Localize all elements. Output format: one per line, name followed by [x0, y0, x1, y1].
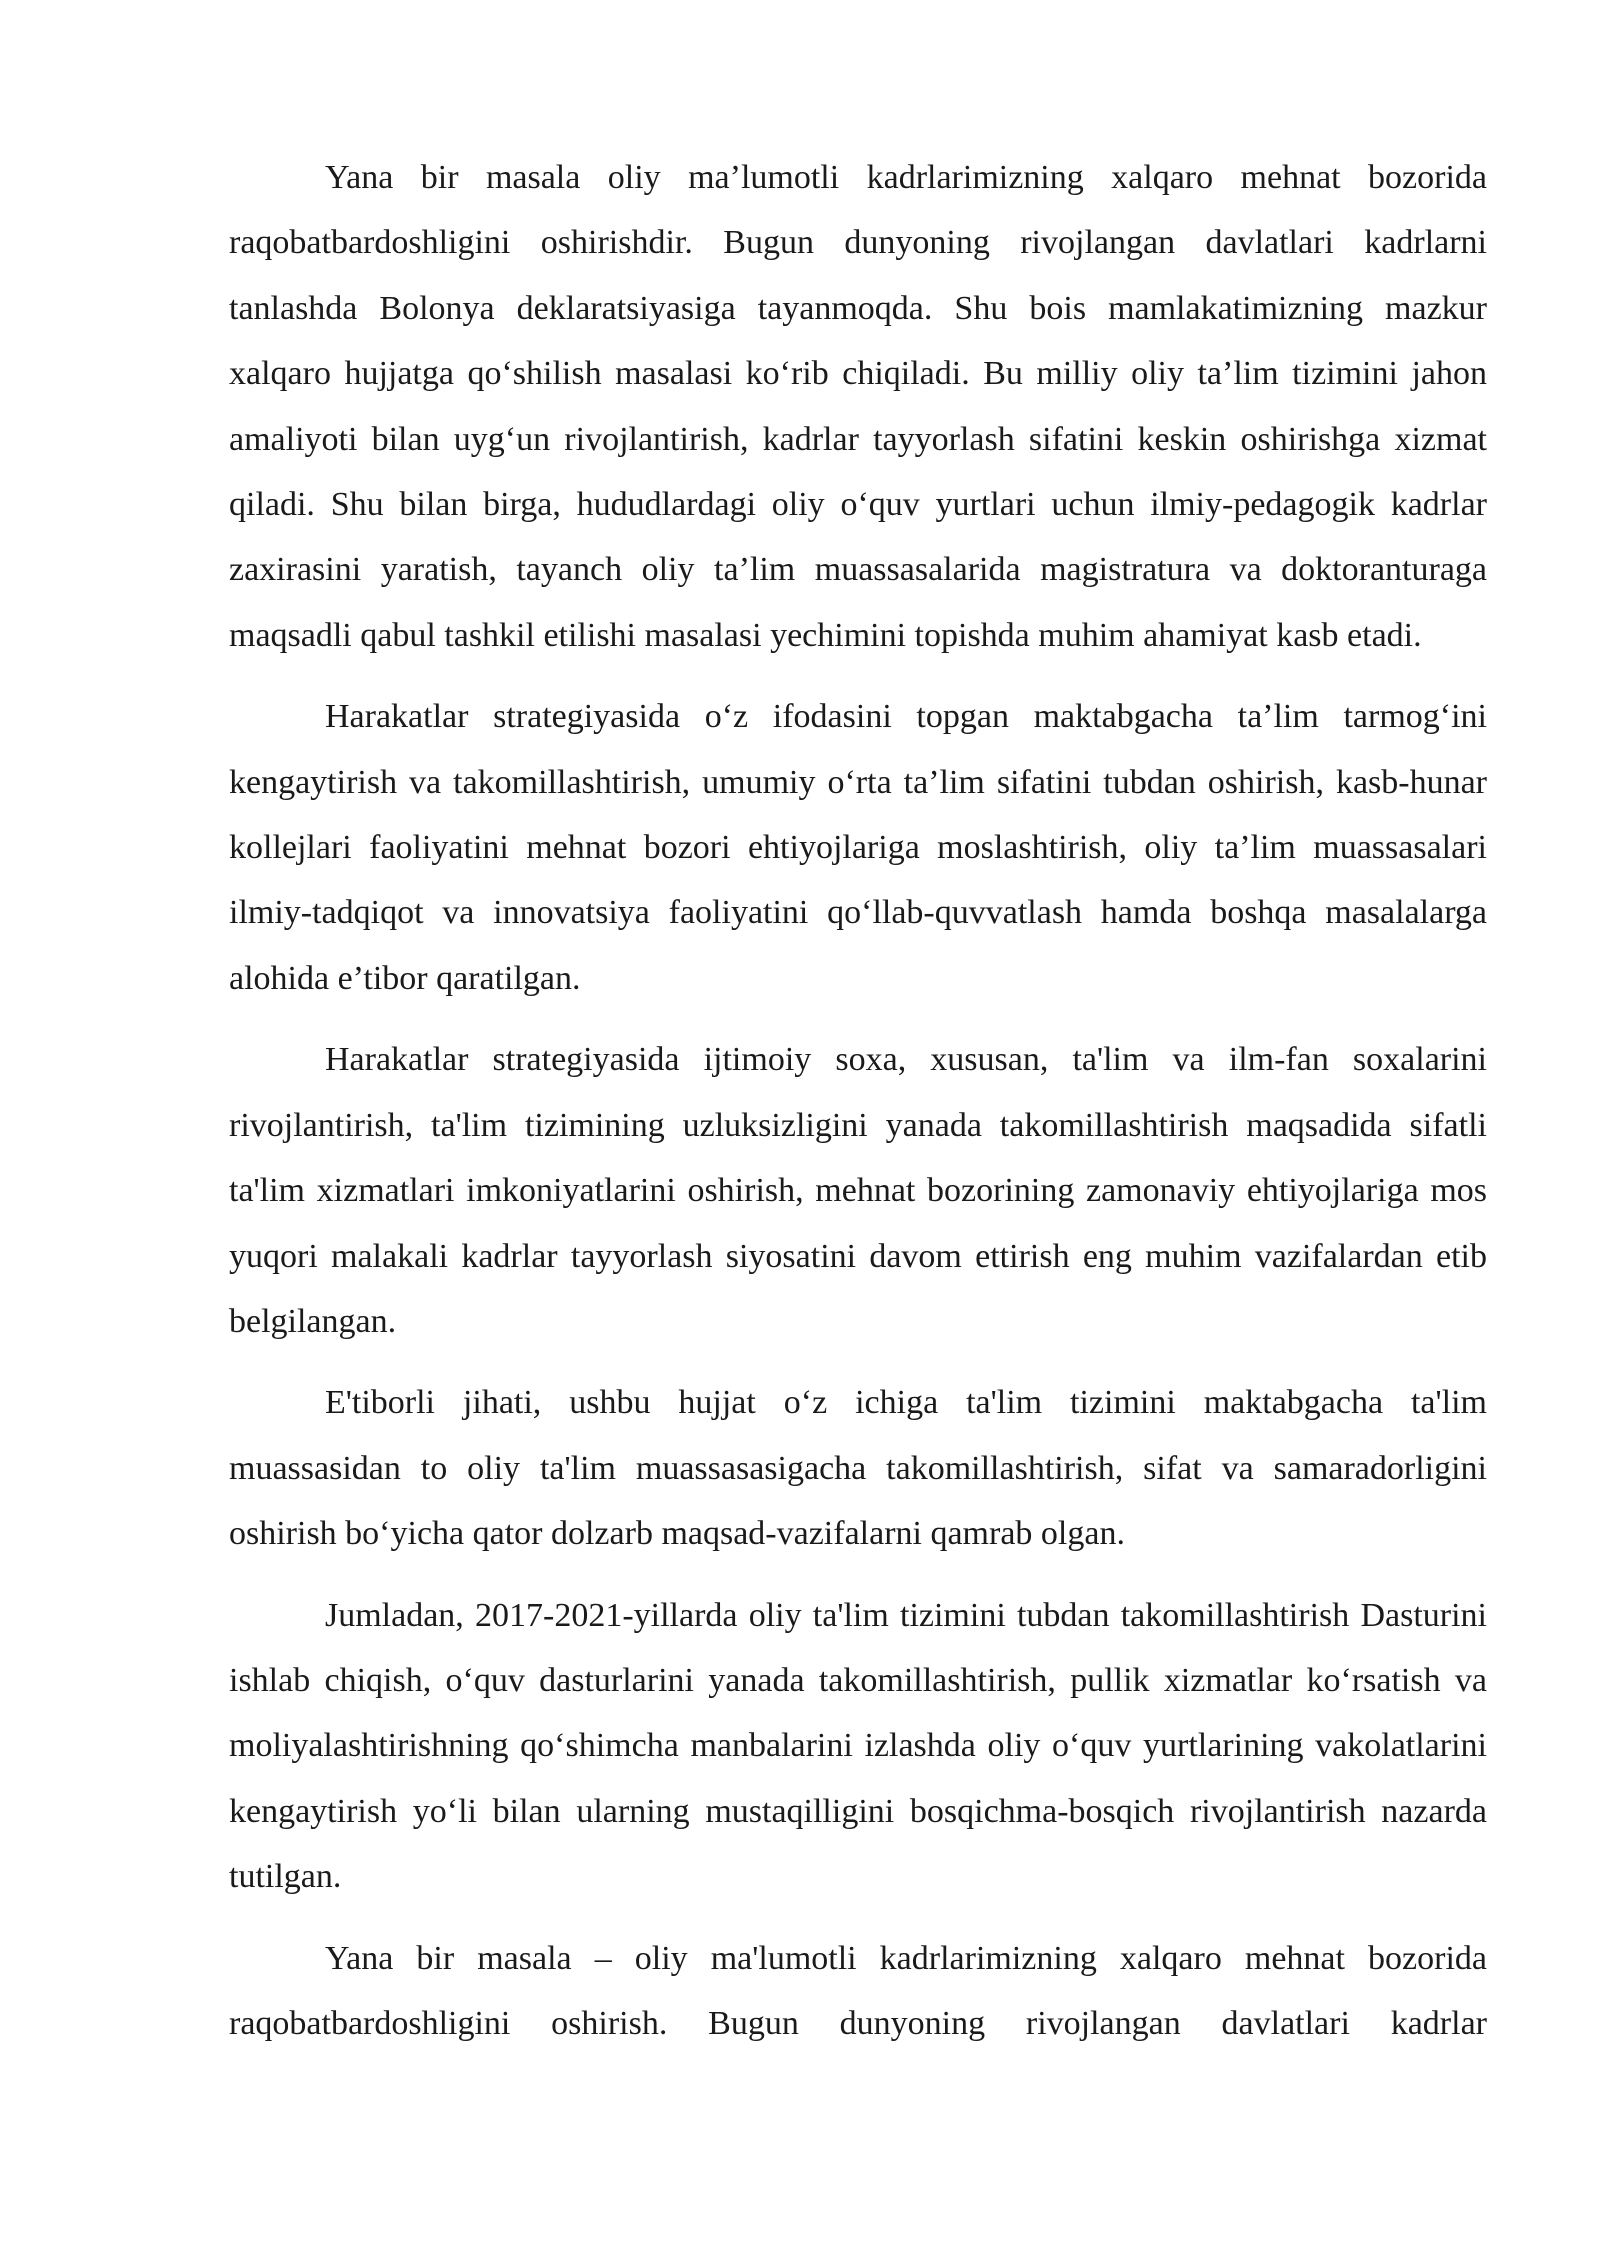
paragraph-5: Jumladan, 2017-2021-yillarda oliy ta'lim tizimini tubdan takomillashtirish Dasturini ishlab chiqish, o‘quv dasturlarini yanada takomillashtirish, pullik xizmatlar ko‘rsatish va moliyalashtirishning qo‘shimcha manbalarini izlashda oliy o‘quv yurtlarining vakolatlarini kengaytirish yo‘li bilan ularning mustaqilligini bosqichma-bosqich rivojlantirish nazarda tutilgan. [229, 1596, 1487, 1896]
paragraph-1: Yana bir masala oliy ma’lumotli kadrlarimizning xalqaro mehnat bozorida raqobatbardoshligini oshirishdir. Bugun dunyoning rivojlangan davlatlari kadrlarni tanlashda Bolonya deklaratsiyasiga tayanmoqda. Shu bois mamlakatimizning mazkur xalqaro hujjatga qo‘shilish masalasi ko‘rib chiqiladi. Bu milliy oliy ta’lim tizimini jahon amaliyoti bilan uyg‘un rivojlantirish, kadrlar tayyorlash sifatini keskin oshirishga xizmat qiladi. Shu bilan birga, hududlardagi oliy o‘quv yurtlari uchun ilmiy-pedagogik kadrlar zaxirasini yaratish, tayanch oliy ta’lim muassasalarida magistratura va doktoranturaga maqsadli qabul tashkil etilishi masalasi yechimini topishda muhim ahamiyat kasb etadi. [229, 159, 1487, 654]
paragraph-2: Harakatlar strategiyasida o‘z ifodasini topgan maktabgacha ta’lim tarmog‘ini kengaytirish va takomillashtirish, umumiy o‘rta ta’lim sifatini tubdan oshirish, kasb-hunar kollejlari faoliyatini mehnat bozori ehtiyojlariga moslashtirish, oliy ta’lim muassasalari ilmiy-tadqiqot va innovatsiya faoliyatini qo‘llab-quvvatlash hamda boshqa masalalarga alohida e’tibor qaratilgan. [229, 698, 1487, 997]
paragraph-4: E'tiborli jihati, ushbu hujjat o‘z ichiga ta'lim tizimini maktabgacha ta'lim muassasidan to oliy ta'lim muassasasigacha takomillashtirish, sifat va samaradorligini oshirish bo‘yicha qator dolzarb maqsad-vazifalarni qamrab olgan. [229, 1384, 1487, 1553]
paragraph-6: Yana bir masala – oliy ma'lumotli kadrlarimizning xalqaro mehnat bozorida raqobatbardoshligini oshirish. Bugun dunyoning rivojlangan davlatlari kadrlar [229, 1939, 1487, 2042]
document-body [229, 145, 1487, 2056]
paragraph-3: Harakatlar strategiyasida ijtimoiy soxa, xususan, ta'lim va ilm-fan soxalarini rivojlantirish, ta'lim tizimining uzluksizligini yanada takomillashtirish maqsadida sifatli ta'lim xizmatlari imkoniyatlarini oshirish, mehnat bozorining zamonaviy ehtiyojlariga mos yuqori malakali kadrlar tayyorlash siyosatini davom ettirish eng muhim vazifalardan etib belgilangan. [229, 1041, 1487, 1340]
